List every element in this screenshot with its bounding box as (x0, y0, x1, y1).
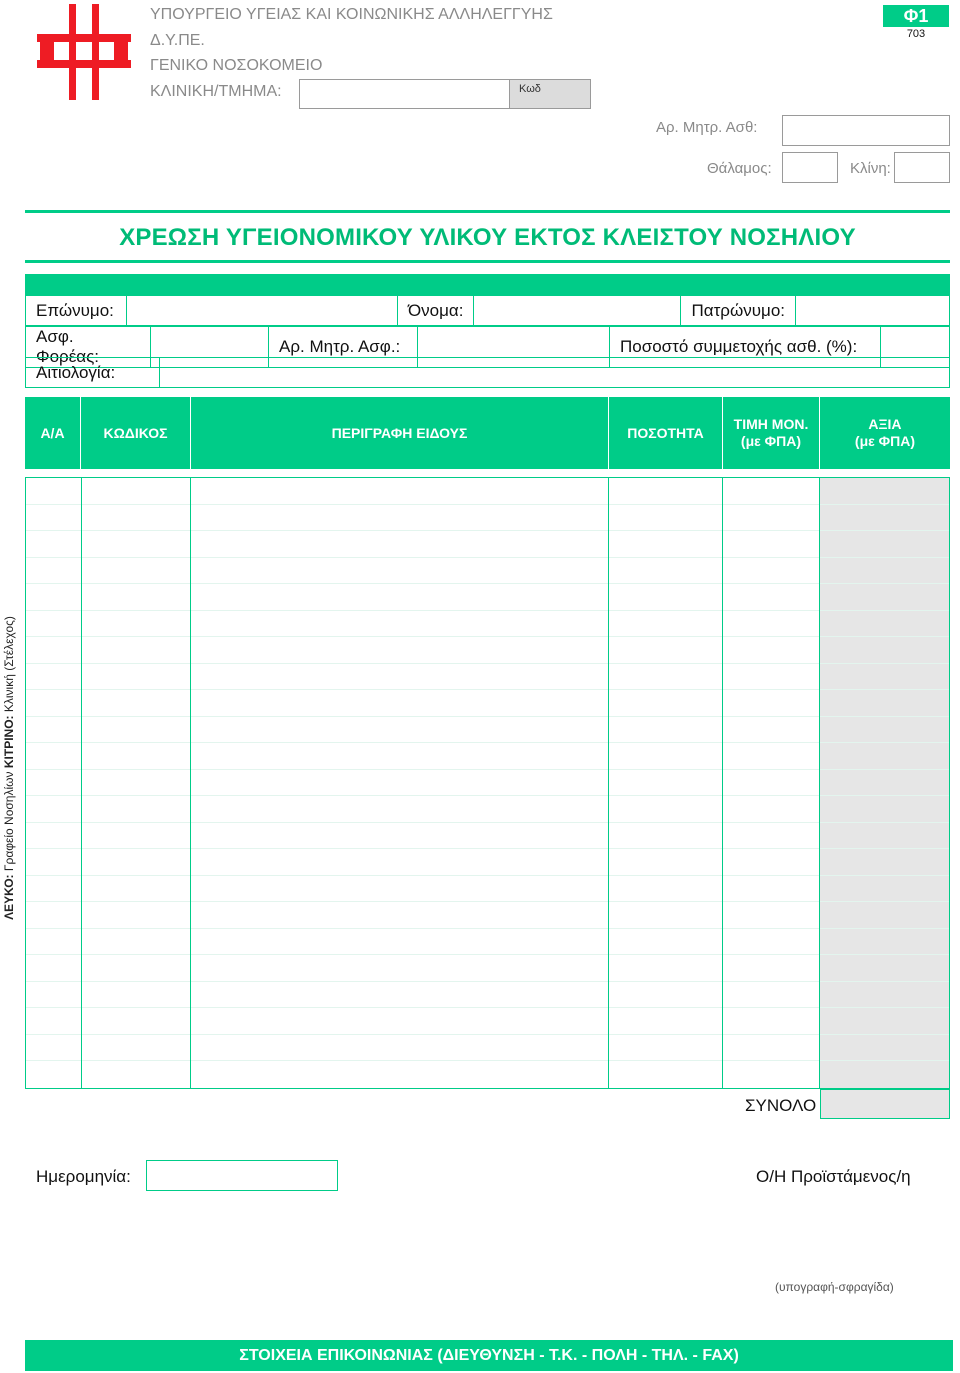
dype-name: Δ.Υ.ΠΕ. (150, 32, 205, 49)
room-label: Θάλαμος: (707, 160, 772, 177)
header-quantity: ΠΟΣΟΤΗΤΑ (609, 397, 723, 469)
header-aa: Α/Α (25, 397, 81, 469)
clinic-code-input[interactable] (509, 79, 591, 109)
grid-col-divider (190, 477, 191, 1089)
items-table-header (25, 397, 950, 469)
bed-label: Κλίνη: (850, 160, 891, 177)
title-bottom-rule (25, 260, 950, 263)
patient-reg-label: Αρ. Μητρ. Ασθ: (656, 119, 758, 136)
clinic-label: ΚΛΙΝΙΚΗ/ΤΜΗΜΑ: (150, 83, 282, 100)
contact-bar: ΣΤΟΙΧΕΙΑ ΕΠΙΚΟΙΝΩΝΙΑΣ (ΔΙΕΥΘΥΝΣΗ - Τ.Κ. - ΠΟΛΗ - ΤΗΛ. - FAX) (25, 1340, 953, 1371)
name-input[interactable] (474, 296, 681, 326)
insurance-no-label: Αρ. Μητρ. Ασφ.: (269, 327, 418, 368)
father-input[interactable] (796, 296, 950, 326)
participation-label: Ποσοστό συμμετοχής ασθ. (%): (610, 327, 881, 368)
patient-row-3 (25, 357, 950, 388)
date-input[interactable] (146, 1160, 338, 1191)
bed-input[interactable] (894, 152, 950, 183)
reason-label: Αιτιολογία: (26, 358, 160, 388)
page-title: ΧΡΕΩΣΗ ΥΓΕΙΟΝΟΜΙΚΟΥ ΥΛΙΚΟΥ ΕΚΤΟΣ ΚΛΕΙΣΤΟΥ ΝΟΣΗΛΙΟΥ (119, 224, 856, 251)
supervisor-label: Ο/Η Προϊστάμενος/η (756, 1167, 911, 1186)
grid-col-divider (81, 477, 82, 1089)
items-grid (25, 477, 950, 1089)
copy-distribution-note: ΛΕΥΚΟ: Γραφείο Νοσηλίων ΚΙΤΡΙΝΟ: Κλινική (Στέλεχος) (2, 616, 16, 920)
date-label: Ημερομηνία: (36, 1167, 131, 1186)
header-value: ΑΞΙΑ (με ΦΠΑ) (854, 416, 916, 449)
surname-label: Επώνυμο: (26, 296, 127, 326)
patient-reg-input[interactable] (782, 115, 950, 146)
total-label: ΣΥΝΟΛΟ (745, 1096, 817, 1115)
code-label: Κωδ (519, 83, 541, 95)
room-input[interactable] (782, 152, 838, 183)
patient-section-bar (25, 274, 950, 295)
header-code: ΚΩΔΙΚΟΣ (81, 397, 191, 469)
total-value-field[interactable] (820, 1089, 950, 1119)
header-description: ΠΕΡΙΓΡΑΦΗ ΕΙΔΟΥΣ (191, 397, 609, 469)
grid-col-divider (608, 477, 609, 1089)
clinic-input[interactable] (299, 79, 511, 109)
reason-input[interactable] (160, 358, 950, 388)
hospital-logo (37, 4, 131, 100)
grid-col-divider (819, 477, 820, 1089)
form-number: 703 (906, 28, 926, 40)
grid-col-divider (722, 477, 723, 1089)
signature-hint: (υπογραφή-σφραγίδα) (775, 1280, 894, 1294)
header-unit-price: ΤΙΜΗ ΜΟΝ. (με ΦΠΑ) (723, 397, 820, 469)
name-label: Όνομα: (398, 296, 474, 326)
father-label: Πατρώνυμο: (681, 296, 796, 326)
form-code-badge: Φ1 (883, 5, 949, 27)
ministry-name: ΥΠΟΥΡΓΕΙΟ ΥΓΕΙΑΣ ΚΑΙ ΚΟΙΝΩΝΙΚΗΣ ΑΛΛΗΛΕΓΓΥΗΣ (150, 6, 553, 23)
surname-input[interactable] (127, 296, 398, 326)
patient-row-1 (25, 295, 950, 326)
title-top-rule (25, 210, 950, 213)
hospital-name: ΓΕΝΙΚΟ ΝΟΣΟΚΟΜΕΙΟ (150, 57, 323, 74)
insurer-label: Ασφ. Φορέας: (26, 327, 151, 368)
